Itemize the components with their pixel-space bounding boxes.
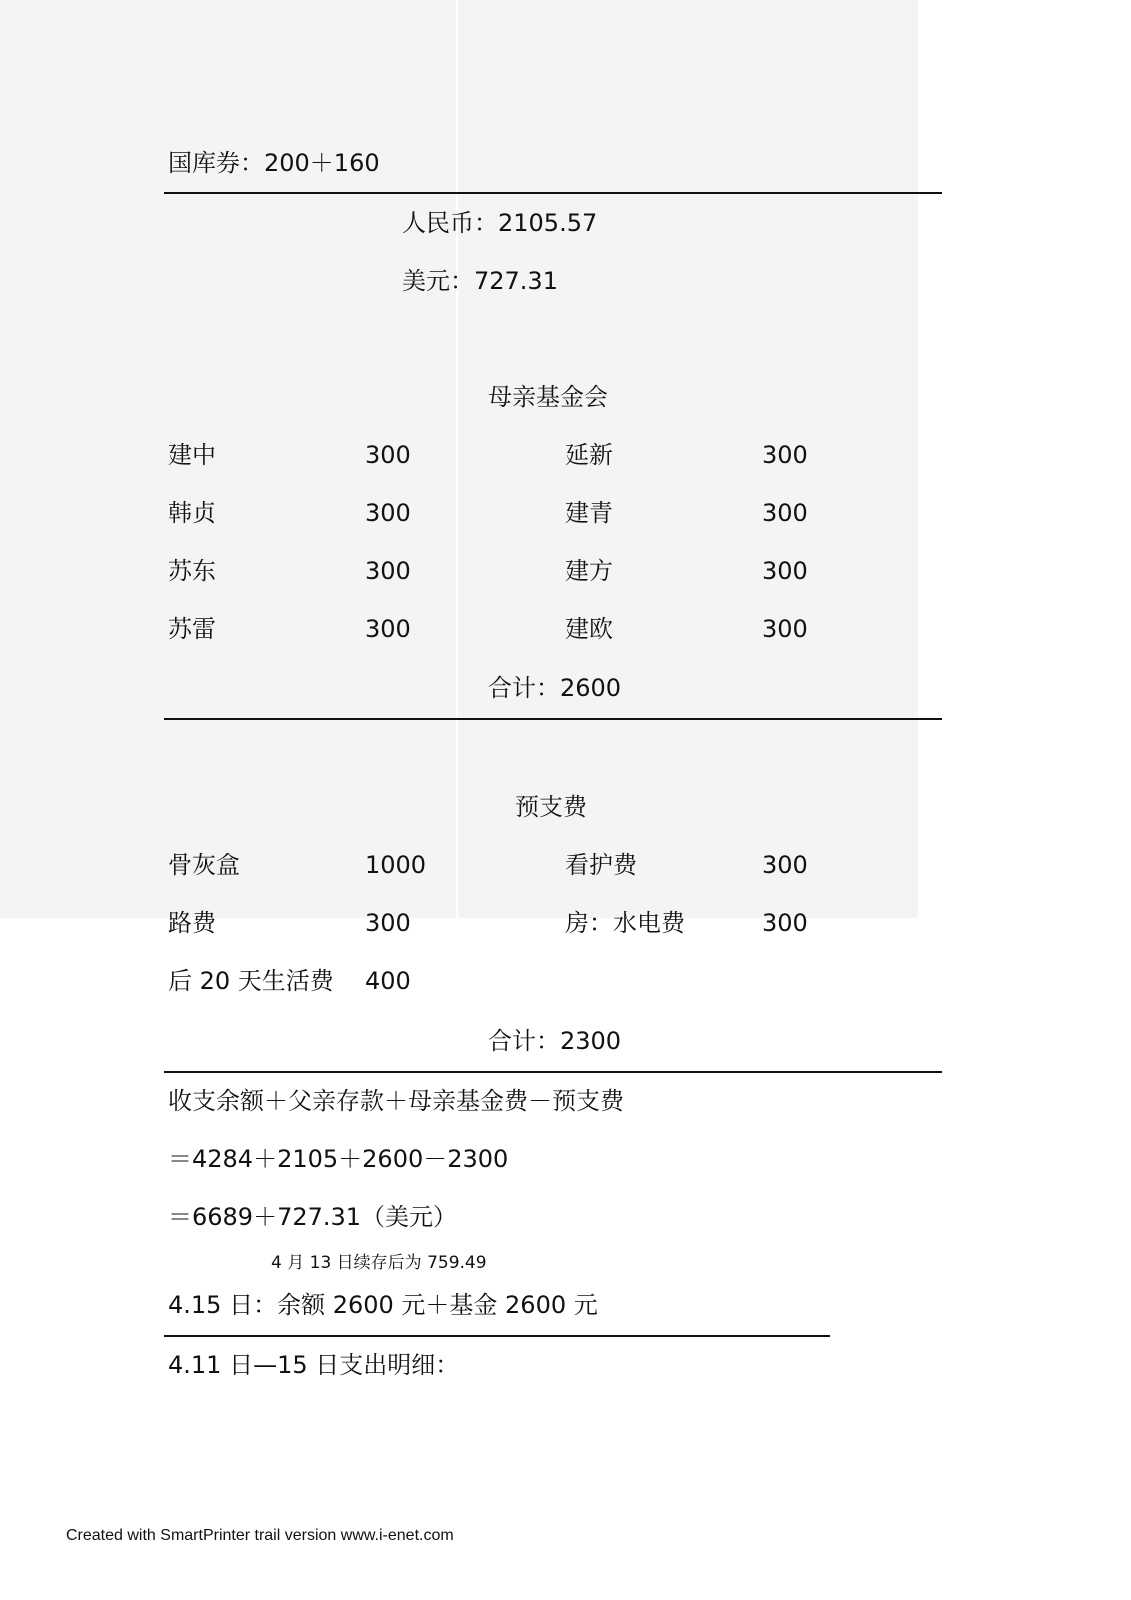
calc-line-3: ＝6689＋727.31（美元） (168, 1203, 458, 1231)
rmb-line: 人民币：2105.57 (402, 209, 598, 237)
divider-3 (164, 1071, 942, 1073)
prepaid-amount-5: 400 (365, 967, 411, 995)
prepaid-item-4: 房：水电费 (565, 909, 685, 937)
treasury-bond-line: 国库券：200＋160 (168, 149, 380, 177)
fund-amount-8: 300 (762, 615, 808, 643)
background-panel-right (458, 0, 918, 918)
fund-amount-3: 300 (365, 499, 411, 527)
fund-amount-7: 300 (365, 615, 411, 643)
prepaid-title: 预支费 (515, 793, 587, 821)
divider-4 (164, 1335, 830, 1337)
divider-2 (164, 718, 942, 720)
prepaid-amount-2: 300 (762, 851, 808, 879)
prepaid-item-1: 骨灰盒 (168, 851, 240, 879)
fund-name-3: 韩贞 (168, 499, 216, 527)
fund-name-1: 建中 (168, 441, 216, 469)
prepaid-amount-4: 300 (762, 909, 808, 937)
prepaid-item-3: 路费 (168, 909, 216, 937)
prepaid-amount-1: 1000 (365, 851, 427, 879)
renewal-note: 4 月 13 日续存后为 759.49 (271, 1253, 487, 1273)
fund-name-4: 建青 (565, 499, 613, 527)
fund-name-6: 建方 (565, 557, 613, 585)
fund-amount-6: 300 (762, 557, 808, 585)
prepaid-item-5: 后 20 天生活费 (168, 967, 334, 995)
prepaid-item-2: 看护费 (565, 851, 637, 879)
fund-name-7: 苏雷 (168, 615, 216, 643)
calc-line-2: ＝4284＋2105＋2600－2300 (168, 1145, 509, 1173)
footer-watermark: Created with SmartPrinter trail version www.i-enet.com (66, 1527, 454, 1544)
mother-fund-title: 母亲基金会 (488, 383, 608, 411)
expense-detail-title: 4.11 日—15 日支出明细： (168, 1351, 460, 1379)
fund-amount-5: 300 (365, 557, 411, 585)
usd-line: 美元：727.31 (402, 267, 558, 295)
calc-line-1: 收支余额＋父亲存款＋母亲基金费－预支费 (168, 1087, 624, 1115)
divider-1 (164, 192, 942, 194)
mother-fund-total: 合计：2600 (488, 674, 622, 702)
fund-amount-4: 300 (762, 499, 808, 527)
balance-line: 4.15 日：余额 2600 元＋基金 2600 元 (168, 1291, 598, 1319)
prepaid-amount-3: 300 (365, 909, 411, 937)
prepaid-total: 合计：2300 (488, 1027, 622, 1055)
fund-name-5: 苏东 (168, 557, 216, 585)
fund-name-2: 延新 (565, 441, 613, 469)
fund-amount-2: 300 (762, 441, 808, 469)
fund-name-8: 建欧 (565, 615, 613, 643)
fund-amount-1: 300 (365, 441, 411, 469)
